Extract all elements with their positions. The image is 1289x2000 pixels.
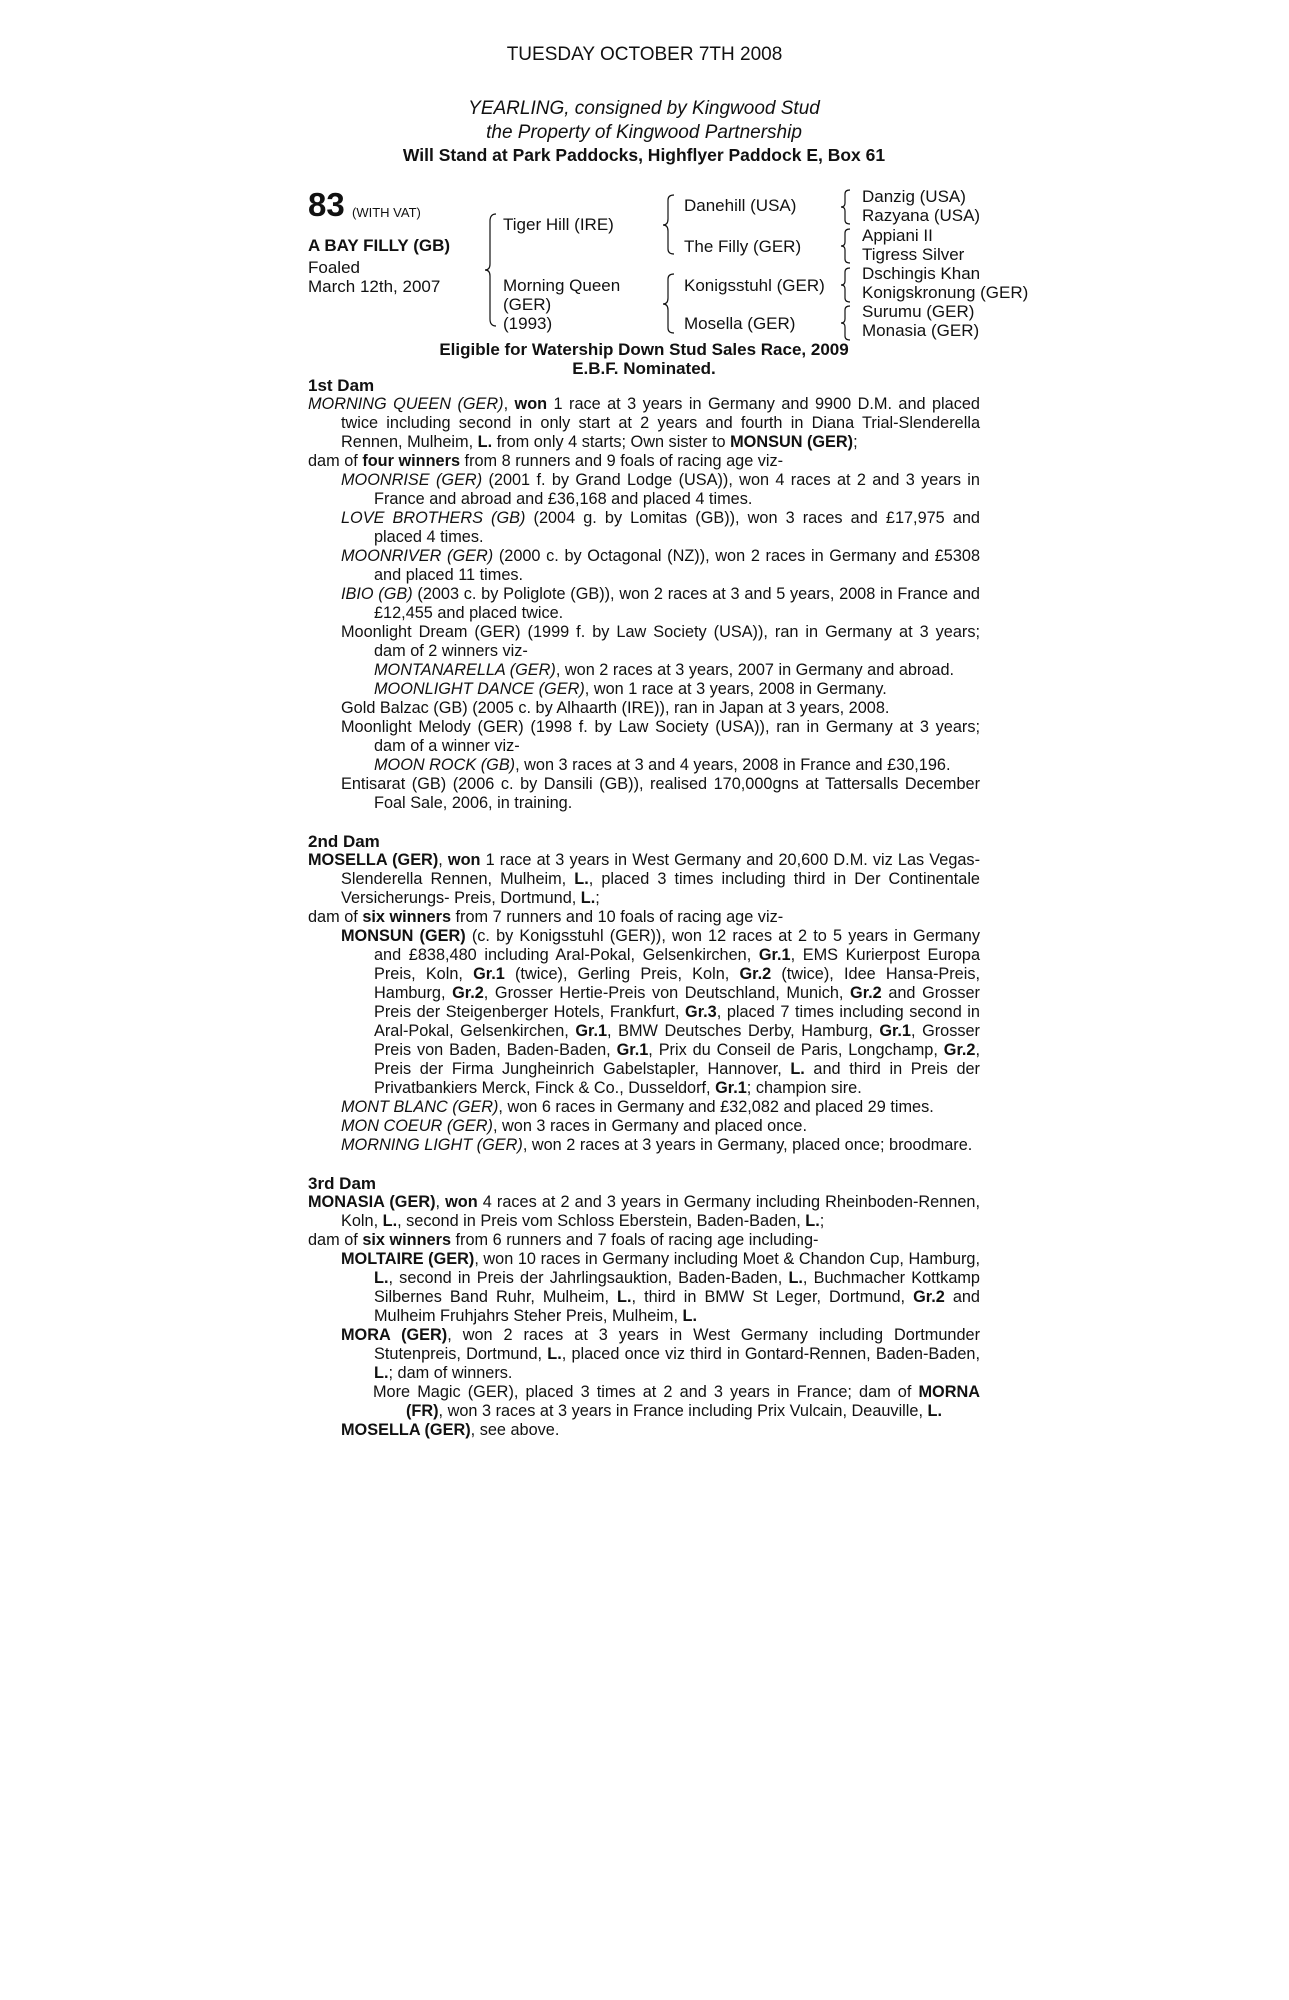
produce-entry: MORNING LIGHT (GER), won 2 races at 3 years in Germany, placed once; broodmare. [341, 1136, 973, 1154]
pedigree-sdd: Tigress Silver [862, 245, 965, 264]
pedigree-bracket-sd [840, 228, 852, 264]
sale-date: TUESDAY OCTOBER 7TH 2008 [506, 44, 783, 65]
first-dam-heading: 1st Dam [308, 376, 375, 395]
ebf-line: E.B.F. Nominated. [572, 359, 716, 378]
pedigree-sire-sire: Danehill (USA) [684, 196, 797, 215]
third-dam-entry: MONASIA (GER), won 4 races at 2 and 3 years in Germany including Rheinboden-Rennen, Koln, L., second in Preis vom Schloss Eberstein, Baden-Baden, L.; [308, 1193, 980, 1230]
pedigree-ddd: Monasia (GER) [862, 321, 980, 340]
produce-entry: MONT BLANC (GER), won 6 races in Germany and £32,082 and placed 29 times. [341, 1098, 934, 1116]
foaled-date: March 12th, 2007 [308, 277, 441, 296]
pedigree-sss: Danzig (USA) [862, 187, 966, 206]
produce-entry: Gold Balzac (GB) (2005 c. by Alhaarth (IRE)), ran in Japan at 3 years, 2008. [341, 699, 890, 717]
produce-entry: MONSUN (GER) (c. by Konigsstuhl (GER)), won 12 races at 2 to 5 years in Germany and £838,480 including Aral-Pokal, Gelsenkirchen, Gr.1, EMS Kurierpost Europa Preis, Koln, Gr.1 (twice), Gerling Preis, Koln, Gr.2 (twice), Idee Hansa-Preis, Hamburg, Gr.2, Grosser Hertie-Preis von Deutschland, Munich, Gr.2 and Grosser Preis der Steigenberger Hotels, Frankfurt, Gr.3, placed 7 times including second in Aral-Pokal, Gelsenkirchen, Gr.1, BMW Deutsches Derby, Hamburg, Gr.1, Grosser Preis von Baden, Baden-Baden, Gr.1, Prix du Conseil de Paris, Longchamp, Gr.2, Preis der Firma Jungheinrich Gabelstapler, Hannover, L. and third in Preis der Privatbankiers Merck, Finck & Co., Dusseldorf, Gr.1; champion sire. [341, 927, 980, 1097]
produce-entry: MON COEUR (GER), won 3 races in Germany and placed once. [341, 1117, 807, 1135]
consignor-line: YEARLING, consigned by Kingwood Stud [468, 98, 820, 119]
pedigree-dds: Surumu (GER) [862, 302, 975, 321]
pedigree-bracket-dam [662, 273, 676, 335]
produce-entry: LOVE BROTHERS (GB) (2004 g. by Lomitas (GB)), won 3 races and £17,975 and placed 4 times. [341, 509, 980, 546]
foaled-label: Foaled [308, 258, 360, 277]
pedigree-dam-dam: Mosella (GER) [684, 314, 796, 333]
grand-produce-entry: MOONLIGHT DANCE (GER), won 1 race at 3 years, 2008 in Germany. [374, 680, 887, 698]
grand-produce-entry: MONTANARELLA (GER), won 2 races at 3 years, 2007 in Germany and abroad. [374, 661, 955, 679]
pedigree-dsd: Konigskronung (GER) [862, 283, 1029, 302]
won-label: won [514, 395, 548, 413]
pedigree-bracket-parents [484, 213, 498, 328]
dam-of-line: dam of six winners from 7 runners and 10 foals of racing age viz- [308, 908, 784, 926]
family-notes [308, 376, 980, 1440]
dam-of-line: dam of six winners from 6 runners and 7 foals of racing age including- [308, 1231, 819, 1249]
pedigree-bracket-ds [840, 267, 852, 303]
pedigree-dss: Dschingis Khan [862, 264, 981, 283]
vat-note: (WITH VAT) [352, 205, 421, 220]
pedigree-dam-line1: Morning Queen [503, 276, 621, 295]
pedigree-bracket-sire [662, 194, 676, 256]
second-dam-entry: MOSELLA (GER), won 1 race at 3 years in West Germany and 20,600 D.M. viz Las Vegas-Slenderella Rennen, Mulheim, L., placed 3 times including third in Der Continentale Versicherungs- Preis, Dortmund, L.; [308, 851, 980, 907]
third-dam-heading: 3rd Dam [308, 1174, 377, 1193]
produce-entry: Moonlight Melody (GER) (1998 f. by Law Society (USA)), ran in Germany at 3 years; dam of a winner viz- [341, 718, 980, 755]
first-dam-entry: MORNING QUEEN (GER), won 1 race at 3 years in Germany and 9900 D.M. and placed twice including second in only start at 2 years and fourth in Diana Trial-Slenderella Rennen, Mulheim, L. from only 4 starts; Own sister to MONSUN (GER); [308, 395, 980, 451]
property-line: the Property of Kingwood Partnership [486, 122, 802, 143]
produce-entry: MOONRISE (GER) (2001 f. by Grand Lodge (USA)), won 4 races at 2 and 3 years in France and abroad and £36,168 and placed 4 times. [341, 471, 980, 508]
pedigree-dam-line2: (GER) [503, 295, 552, 314]
grand-produce-entry: More Magic (GER), placed 3 times at 2 and 3 years in France; dam of MORNA (FR), won 3 races at 3 years in France including Prix Vulcain, Deauville, L. [373, 1383, 980, 1420]
pedigree-ssd: Razyana (USA) [862, 206, 981, 225]
pedigree-sds: Appiani II [862, 226, 933, 245]
produce-entry: Entisarat (GB) (2006 c. by Dansili (GB)), realised 170,000gns at Tattersalls December Foal Sale, 2006, in training. [341, 775, 980, 812]
relative-name: MONSUN (GER) [730, 433, 854, 451]
pedigree-sire: Tiger Hill (IRE) [503, 215, 614, 234]
pedigree-dam-line3: (1993) [503, 314, 553, 333]
lot-name: A BAY FILLY (GB) [308, 236, 451, 255]
second-dam-heading: 2nd Dam [308, 832, 380, 851]
pedigree-bracket-dd [840, 305, 852, 341]
produce-entry: IBIO (GB) (2003 c. by Poliglote (GB)), won 2 races at 3 and 5 years, 2008 in France and £12,455 and placed twice. [341, 585, 980, 622]
pedigree-dam-sire: Konigsstuhl (GER) [684, 276, 825, 295]
eligibility-line: Eligible for Watership Down Stud Sales Race, 2009 [439, 340, 849, 359]
produce-entry: MORA (GER), won 2 races at 3 years in West Germany including Dortmunder Stutenpreis, Dortmund, L., placed once viz third in Gontard-Rennen, Baden-Baden, L.; dam of winners. [341, 1326, 980, 1382]
produce-entry: MOLTAIRE (GER), won 10 races in Germany including Moet & Chandon Cup, Hamburg, L., second in Preis der Jahrlingsauktion, Baden-Baden, L., Buchmacher Kottkamp Silbernes Band Ruhr, Mulheim, L., third in BMW St Leger, Dortmund, Gr.2 and Mulheim Fruhjahrs Steher Preis, Mulheim, L. [341, 1250, 980, 1325]
lot-number: 83 [308, 186, 345, 223]
produce-entry: MOONRIVER (GER) (2000 c. by Octagonal (NZ)), won 2 races in Germany and £5308 and placed 11 times. [341, 547, 980, 584]
grand-produce-entry: MOON ROCK (GB), won 3 races at 3 and 4 years, 2008 in France and £30,196. [374, 756, 951, 774]
pedigree-sire-dam: The Filly (GER) [684, 237, 802, 256]
produce-entry: Moonlight Dream (GER) (1999 f. by Law Society (USA)), ran in Germany at 3 years; dam of 2 winners viz- [341, 623, 980, 660]
produce-entry: MOSELLA (GER), see above. [341, 1421, 560, 1439]
listed-label: L. [477, 433, 493, 451]
dam-name: MORNING QUEEN (GER) [308, 395, 504, 413]
pedigree-bracket-ss [840, 189, 852, 225]
dam-of-line: dam of four winners from 8 runners and 9 foals of racing age viz- [308, 452, 784, 470]
stabling-line: Will Stand at Park Paddocks, Highflyer Paddock E, Box 61 [402, 145, 886, 165]
